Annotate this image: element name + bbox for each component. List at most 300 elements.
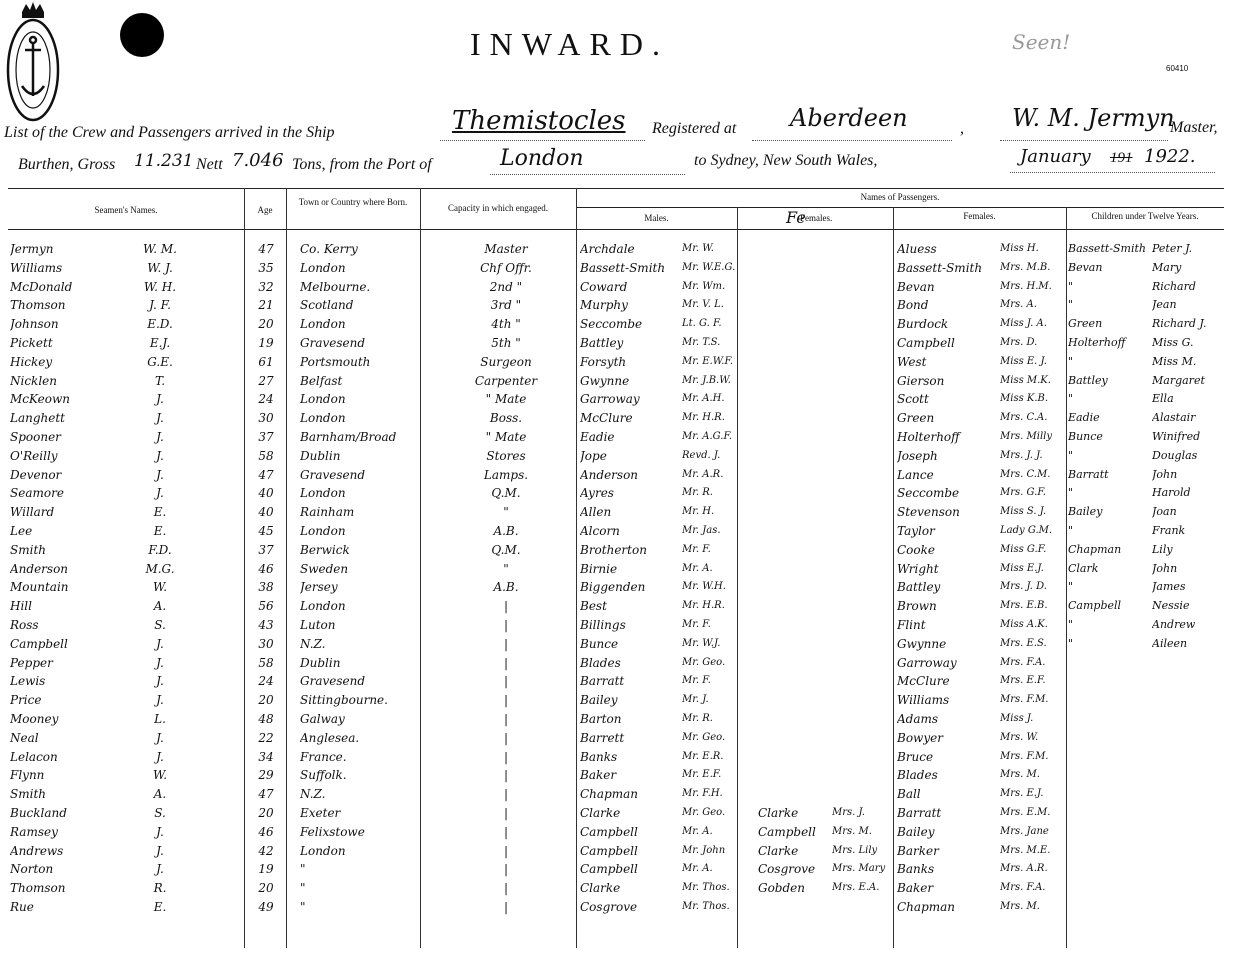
seaman-capacity: | (503, 712, 509, 726)
header-children: Children under Twelve Years. (1091, 211, 1199, 221)
seaman-age: 42 (258, 843, 274, 858)
seaman-capacity: 3rd " (490, 298, 522, 313)
female-passenger-name: Campbell (758, 824, 816, 839)
child-given-name: Lily (1152, 542, 1173, 556)
seaman-age: 20 (258, 317, 274, 332)
passenger-header-rule (576, 207, 1224, 208)
child-given-name: Miss M. (1152, 354, 1197, 368)
seaman-surname: Lee (10, 524, 33, 538)
table-row (0, 710, 1237, 729)
male-passenger-name: McClure (580, 411, 633, 426)
child-given-name: Peter J. (1152, 242, 1193, 255)
seaman-age: 49 (258, 900, 274, 914)
seaman-age: 20 (258, 806, 274, 820)
male-passenger-title: Mr. Geo. (682, 656, 726, 668)
female-passenger-title: Mrs. F.A. (1000, 656, 1046, 668)
male-passenger-title: Revd. J. (682, 449, 721, 461)
seaman-age: 47 (258, 467, 274, 482)
male-passenger-title: Mr. R. (682, 487, 713, 499)
female-passenger-name: Bevan (897, 279, 935, 294)
male-passenger-name: Clarke (580, 881, 621, 896)
female-passenger-name: Barratt (897, 806, 942, 820)
seaman-initials: S. (154, 806, 166, 820)
seaman-birthplace: Portsmouth (300, 354, 371, 369)
female-passenger-name: Bailey (897, 824, 935, 839)
male-passenger-title: Mr. A. (682, 562, 713, 574)
seaman-birthplace: Gravesend (300, 336, 366, 350)
master-name: W. M. Jermyn (1012, 104, 1175, 132)
child-surname: Holterhoff (1068, 336, 1126, 349)
seaman-capacity: | (503, 674, 509, 689)
seaman-age: 22 (258, 730, 274, 745)
seaman-birthplace: London (300, 317, 346, 332)
header-seamen: Seamen's Names. (94, 205, 158, 215)
seaman-initials: E.D. (147, 317, 173, 332)
female-passenger-name: Flint (897, 618, 926, 632)
arrival-year: 1922. (1144, 146, 1196, 167)
female-passenger-name: Blades (897, 768, 938, 783)
seaman-initials: E. (153, 505, 167, 520)
table-row (0, 334, 1237, 353)
female-passenger-title: Mrs. E.A. (832, 882, 880, 894)
female-passenger-title: Mrs. M.E. (1000, 844, 1051, 856)
seaman-age: 37 (258, 542, 274, 557)
seaman-capacity: | (503, 787, 509, 802)
child-given-name: Alastair (1152, 411, 1196, 425)
male-passenger-name: Cosgrove (580, 900, 638, 914)
seaman-surname: Lewis (10, 674, 46, 689)
child-surname: Chapman (1068, 542, 1122, 556)
seaman-surname: Spooner (10, 430, 61, 444)
table-row (0, 860, 1237, 879)
male-passenger-name: Coward (580, 279, 628, 294)
female-passenger-name: Clarke (758, 843, 799, 858)
seaman-initials: J. (156, 824, 164, 839)
female-passenger-title: Mrs. M. (1000, 901, 1040, 912)
nett-label: Nett (196, 156, 223, 173)
child-surname: Bailey (1068, 505, 1103, 519)
male-passenger-name: Birnie (580, 561, 618, 576)
table-header-bottom-rule (8, 229, 1224, 230)
table-row (0, 353, 1237, 372)
seaman-age: 20 (258, 693, 274, 708)
seaman-birthplace: Scotland (300, 298, 354, 313)
male-passenger-name: Best (580, 599, 607, 614)
female-passenger-name: Taylor (897, 524, 935, 538)
seaman-surname: Smith (10, 542, 46, 557)
male-passenger-title: Mr. H.R. (682, 412, 725, 424)
seaman-surname: Andrews (10, 843, 64, 858)
female-passenger-name: Baker (897, 881, 934, 896)
seaman-surname: Mooney (10, 712, 59, 726)
reference-number: 60410 (1166, 64, 1189, 73)
child-given-name: Andrew (1152, 618, 1196, 631)
male-passenger-name: Brotherton (580, 542, 647, 557)
table-row (0, 766, 1237, 785)
male-passenger-title: Mr. J. (682, 694, 709, 706)
male-passenger-title: Mr. Thos. (682, 882, 730, 894)
punch-hole-mark (120, 13, 164, 57)
seaman-birthplace: Gravesend (300, 674, 366, 689)
seaman-age: 30 (258, 411, 274, 426)
child-surname: " (1068, 580, 1074, 594)
child-surname: " (1068, 486, 1074, 500)
seaman-initials: S. (154, 618, 166, 632)
seaman-initials: F.D. (148, 542, 172, 557)
seaman-initials: J. (156, 411, 164, 426)
male-passenger-name: Forsyth (580, 354, 627, 369)
seaman-initials: W. M. (143, 242, 177, 256)
male-passenger-title: Mr. A.R. (682, 468, 724, 480)
male-passenger-title: Mr. A. (682, 825, 713, 837)
table-row (0, 372, 1237, 391)
male-passenger-title: Mr. V. L. (682, 299, 724, 311)
seaman-capacity: | (503, 824, 509, 839)
seaman-birthplace: Rainham (300, 505, 355, 520)
seaman-surname: Neal (10, 730, 39, 745)
male-passenger-title: Mr. J.B.W. (682, 374, 731, 386)
master-dotted-line (1000, 140, 1168, 141)
female-passenger-title: Mrs. E.F. (1000, 675, 1046, 687)
male-passenger-title: Mr. E.F. (682, 769, 722, 781)
child-surname: Bevan (1068, 260, 1103, 274)
table-row (0, 672, 1237, 691)
female-passenger-title: Mrs. C.M. (1000, 468, 1051, 480)
seaman-surname: Hickey (10, 354, 53, 369)
child-given-name: Miss G. (1152, 336, 1194, 349)
seaman-capacity: | (503, 636, 509, 651)
child-given-name: Frank (1152, 524, 1186, 537)
male-passenger-title: Mr. A.H. (682, 393, 725, 405)
nett-tonnage: 7.046 (232, 150, 284, 171)
seaman-capacity: Master (484, 242, 528, 256)
female-passenger-title: Mrs. M. (1000, 769, 1040, 781)
male-passenger-title: Mr. Geo. (682, 807, 726, 818)
seaman-birthplace: N.Z. (300, 636, 326, 651)
seaman-surname: Williams (10, 260, 63, 275)
male-passenger-title: Mr. John (682, 844, 726, 856)
female-passenger-name: Seccombe (897, 486, 960, 501)
female-passenger-title: Mrs. J. (832, 807, 865, 818)
seaman-initials: J. (156, 486, 164, 501)
seaman-birthplace: Felixstowe (300, 824, 365, 839)
seaman-capacity: 5th " (491, 336, 521, 350)
seaman-capacity: | (503, 768, 509, 783)
seaman-initials: J. (156, 430, 164, 444)
from-dotted-line (490, 174, 685, 175)
seaman-birthplace: " (300, 862, 306, 877)
table-row (0, 541, 1237, 560)
seaman-capacity: | (503, 599, 509, 614)
male-passenger-name: Ayres (580, 486, 614, 501)
table-row (0, 428, 1237, 447)
female-passenger-title: Mrs. Jane (1000, 825, 1049, 837)
table-row (0, 842, 1237, 861)
anchor-icon (22, 37, 44, 96)
arrival-month: January (1020, 146, 1091, 167)
female-passenger-title: Mrs. E.S. (1000, 637, 1047, 649)
child-surname: Battley (1068, 373, 1108, 387)
seaman-birthplace: France. (300, 749, 347, 764)
seaman-birthplace: London (300, 411, 346, 426)
male-passenger-name: Anderson (580, 467, 639, 482)
table-row (0, 259, 1237, 278)
female-passenger-title: Mrs. Mary (832, 863, 886, 875)
female-passenger-name: Stevenson (897, 505, 960, 520)
seaman-birthplace: " (300, 881, 306, 896)
seaman-surname: Johnson (10, 317, 59, 332)
female-passenger-name: Gierson (897, 373, 945, 388)
male-passenger-title: Mr. W. (682, 243, 714, 254)
child-surname: " (1068, 448, 1074, 462)
seaman-age: 30 (258, 636, 274, 651)
seaman-surname: Ramsey (10, 824, 58, 839)
seaman-capacity: " (503, 561, 509, 576)
seaman-birthplace: Melbourne. (300, 279, 371, 294)
seaman-capacity: Carpenter (474, 373, 538, 388)
seaman-surname: Buckland (10, 806, 67, 820)
male-passenger-title: Mr. W.J. (682, 637, 721, 649)
seaman-birthplace: Dublin (300, 448, 341, 463)
crew-passenger-table (0, 240, 1237, 940)
seaman-initials: W. J. (147, 260, 173, 275)
gross-tonnage: 11.231 (134, 151, 194, 171)
child-surname: " (1068, 298, 1074, 312)
child-surname: " (1068, 279, 1074, 293)
seaman-age: 58 (258, 448, 274, 463)
seaman-initials: M.G. (145, 561, 175, 576)
child-surname: Clark (1068, 561, 1099, 575)
female-passenger-title: Miss G.F. (1000, 543, 1047, 555)
male-passenger-name: Banks (580, 749, 618, 764)
seaman-birthplace: London (300, 486, 346, 501)
female-passenger-name: Williams (897, 693, 950, 708)
male-passenger-name: Alcorn (580, 524, 620, 538)
seaman-initials: R. (153, 881, 167, 896)
female-passenger-title: Miss S. J. (1000, 506, 1047, 518)
seaman-surname: Lelacon (10, 749, 58, 764)
female-passenger-name: Bruce (897, 749, 934, 764)
female-passenger-name: Campbell (897, 336, 955, 350)
table-row (0, 804, 1237, 823)
date-dotted-line (1010, 172, 1215, 173)
child-given-name: Ella (1152, 392, 1174, 406)
seaman-capacity: A.B. (493, 524, 519, 538)
male-passenger-name: Campbell (580, 824, 638, 839)
male-passenger-title: Mr. F. (682, 543, 711, 555)
seaman-initials: E. (153, 900, 167, 914)
female-passenger-name: Bond (897, 298, 929, 313)
seaman-initials: A. (153, 599, 167, 614)
seaman-capacity: 4th " (491, 317, 521, 332)
ship-name: Themistocles (452, 106, 626, 136)
seaman-capacity: " Mate (485, 430, 527, 444)
child-given-name: Nessie (1152, 599, 1190, 613)
table-row (0, 240, 1237, 259)
seaman-age: 35 (258, 260, 274, 275)
seaman-capacity: Q.M. (491, 486, 521, 501)
seaman-surname: McKeown (10, 392, 70, 407)
seaman-surname: Seamore (10, 486, 64, 501)
seaman-birthplace: Exeter (300, 806, 341, 820)
male-passenger-name: Clarke (580, 806, 621, 820)
male-passenger-title: Mr. F. (682, 619, 711, 630)
child-given-name: John (1152, 467, 1178, 481)
seaman-birthplace: London (300, 524, 346, 538)
header-males: Males. (644, 213, 669, 223)
seaman-initials: L. (154, 712, 166, 726)
female-passenger-title: Mrs. F.M. (1000, 750, 1049, 762)
seaman-surname: Nicklen (10, 373, 57, 388)
table-row (0, 503, 1237, 522)
female-passenger-title: Mrs. Milly (1000, 431, 1052, 442)
seaman-age: 61 (258, 354, 274, 369)
seaman-initials: J. F. (149, 298, 171, 313)
seaman-capacity: Boss. (489, 411, 523, 426)
seaman-capacity: | (503, 693, 509, 708)
seaman-age: 46 (258, 561, 274, 576)
child-surname: Campbell (1068, 599, 1122, 613)
seaman-capacity: Chf Offr. (480, 260, 532, 275)
female-passenger-name: Bowyer (897, 730, 943, 745)
seaman-age: 58 (258, 655, 274, 670)
seaman-surname: Langhett (10, 411, 66, 426)
seaman-surname: McDonald (10, 279, 73, 294)
seaman-age: 40 (258, 486, 274, 501)
seaman-initials: E.J. (149, 336, 171, 350)
seaman-capacity: | (503, 618, 509, 632)
header-females: Females. (963, 211, 996, 221)
seaman-surname: Mountain (10, 580, 69, 595)
seaman-initials: G.E. (147, 354, 173, 369)
seaman-surname: Hill (10, 599, 32, 614)
table-row (0, 635, 1237, 654)
table-row (0, 898, 1237, 917)
table-row (0, 296, 1237, 315)
seaman-age: 46 (258, 824, 274, 839)
table-row (0, 315, 1237, 334)
child-surname: " (1068, 354, 1074, 368)
seaman-age: 32 (258, 279, 274, 294)
seaman-birthplace: London (300, 260, 346, 275)
seaman-age: 19 (258, 862, 274, 877)
header-females-mid: Females. (800, 213, 833, 223)
child-surname: " (1068, 636, 1074, 650)
female-passenger-title: Miss E.J. (1000, 562, 1044, 574)
female-passenger-name: Barker (897, 843, 939, 858)
seaman-initials: J. (156, 862, 164, 877)
female-passenger-title: Mrs. Lily (832, 844, 878, 856)
seaman-birthplace: Sittingbourne. (300, 693, 388, 708)
seaman-age: 19 (258, 336, 274, 350)
seaman-capacity: | (503, 806, 509, 820)
female-passenger-name: Joseph (897, 448, 938, 463)
table-row (0, 879, 1237, 898)
female-passenger-name: Lance (897, 467, 934, 482)
female-passenger-name: Holterhoff (897, 430, 960, 444)
seaman-initials: W. H. (143, 279, 177, 294)
male-passenger-name: Jope (580, 448, 607, 463)
child-given-name: Joan (1152, 505, 1177, 519)
seaman-birthplace: " (300, 900, 306, 914)
page-title: INWARD. (470, 26, 669, 62)
child-given-name: Richard J. (1152, 317, 1207, 331)
seaman-birthplace: London (300, 392, 346, 407)
seaman-birthplace: Anglesea. (300, 730, 360, 745)
male-passenger-title: Mr. H. (682, 506, 715, 518)
child-given-name: Mary (1152, 260, 1182, 274)
seaman-age: 24 (258, 674, 274, 689)
seaman-birthplace: Dublin (300, 655, 341, 670)
seaman-birthplace: Sweden (300, 561, 349, 576)
female-passenger-title: Mrs. E.J. (1000, 788, 1044, 800)
seaman-capacity: | (503, 730, 509, 745)
destination-label: to Sydney, New South Wales, (694, 152, 878, 169)
tons-from-label: Tons, from the Port of (292, 156, 432, 173)
registered-port: Aberdeen (790, 104, 908, 132)
male-passenger-name: Bailey (580, 693, 618, 708)
male-passenger-name: Battley (580, 336, 624, 350)
female-passenger-name: Adams (897, 712, 939, 726)
seaman-birthplace: Berwick (300, 542, 350, 557)
male-passenger-name: Gwynne (580, 373, 630, 388)
seaman-surname: Campbell (10, 636, 68, 651)
male-passenger-name: Chapman (580, 787, 639, 802)
child-surname: Bunce (1068, 430, 1103, 443)
table-row (0, 560, 1237, 579)
table-row (0, 447, 1237, 466)
seaman-birthplace: Luton (300, 618, 336, 632)
shipping-masters-seal (4, 0, 62, 124)
child-surname: Bassett-Smith (1068, 242, 1146, 255)
seaman-capacity: Surgeon (480, 354, 532, 369)
seaman-capacity: A.B. (493, 580, 519, 595)
male-passenger-name: Campbell (580, 862, 638, 877)
seaman-capacity: Q.M. (491, 542, 521, 557)
female-passenger-title: Mrs. E.B. (1000, 600, 1048, 612)
seaman-age: 40 (258, 505, 274, 520)
seaman-surname: Pepper (10, 655, 53, 670)
seaman-initials: J. (156, 655, 164, 670)
seaman-age: 45 (258, 524, 274, 538)
seaman-surname: Norton (10, 862, 54, 877)
seaman-capacity: | (503, 881, 509, 896)
female-passenger-name: Cosgrove (758, 862, 816, 877)
seaman-birthplace: Gravesend (300, 467, 366, 482)
male-passenger-title: Mr. W.E.G. (682, 261, 736, 273)
male-passenger-title: Mr. Thos. (682, 901, 730, 912)
male-passenger-title: Mr. Jas. (682, 525, 721, 536)
table-row (0, 616, 1237, 635)
child-given-name: Richard (1152, 279, 1196, 293)
child-given-name: Harold (1152, 486, 1191, 500)
male-passenger-title: Mr. H.R. (682, 600, 725, 612)
male-passenger-title: Mr. Geo. (682, 731, 726, 743)
header-town: Town or Country where Born. (298, 197, 408, 207)
seaman-age: 37 (258, 430, 274, 444)
seaman-age: 27 (258, 373, 274, 388)
female-passenger-name: Green (897, 411, 935, 426)
printed-year: 191 (1110, 150, 1133, 166)
seaman-birthplace: Belfast (300, 373, 343, 388)
male-passenger-name: Seccombe (580, 317, 643, 332)
seaman-initials: W. (152, 580, 168, 595)
female-passenger-name: Battley (897, 580, 941, 595)
male-passenger-name: Barrett (580, 730, 625, 745)
seaman-initials: J. (156, 843, 164, 858)
table-row (0, 522, 1237, 541)
male-passenger-name: Campbell (580, 843, 638, 858)
